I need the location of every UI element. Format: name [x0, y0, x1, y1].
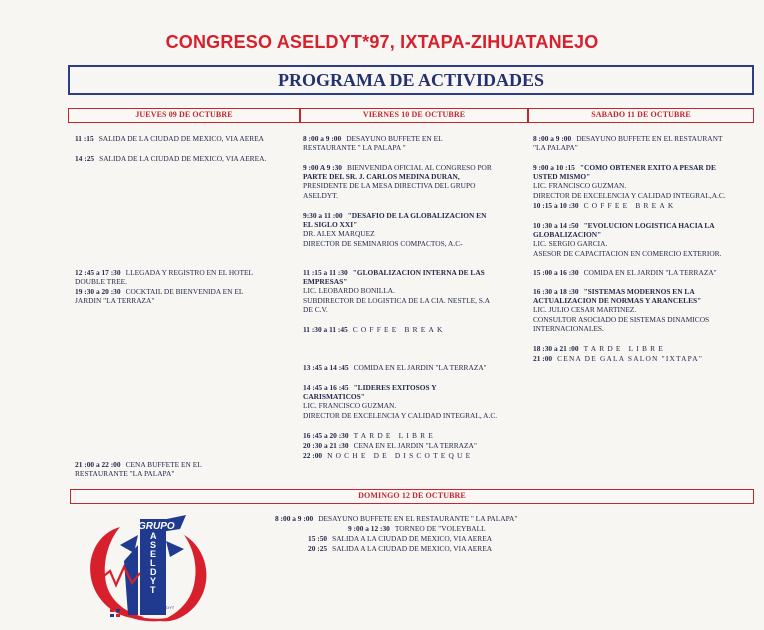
event-time: 8 :00 a 9 :00: [275, 514, 314, 523]
event-time: 11 :15 a 11 :30: [303, 268, 348, 277]
event-line: PARTE DEL SR. J. CARLOS MEDINA DURAN,: [303, 172, 460, 182]
event-item: [303, 325, 446, 334]
event-time: 16 :45 a 20 :30: [303, 431, 349, 440]
event-time: 15 :00 a 16 :30: [533, 268, 579, 277]
event-time: 12 :45 a 17 :30: [75, 268, 121, 277]
event-line: LLEGADA Y REGISTRO EN EL HOTEL: [125, 268, 254, 277]
event-line: SALIDA A LA CIUDAD DE MEXICO, VIA AEREA: [332, 534, 493, 543]
event-time: 22 :00: [303, 451, 323, 460]
event-line: "DESAFIO DE LA GLOBALIZACION EN: [347, 211, 487, 220]
event-line: DESAYUNO BUFFETE EN EL RESTAURANT: [576, 134, 723, 143]
event-item: [303, 211, 486, 248]
event-time: 21 :00 a 22 :00: [75, 460, 121, 469]
event-time: 9:30 a 11 :00: [303, 211, 343, 220]
event-time: 9 :00 A 9 :30: [303, 163, 343, 172]
day-header-sunday: DOMINGO 12 DE OCTUBRE: [70, 489, 754, 504]
event-line: DIRECTOR DE EXCELENCIA Y CALIDAD INTEGRAL, A.C.: [303, 410, 498, 420]
event-time: 18 :30 a 21 :00: [533, 344, 579, 353]
event-line: BIENVENIDA OFICIAL AL CONGRESO POR: [347, 163, 492, 172]
event-line: TARDE LIBRE: [353, 431, 437, 440]
event-item: [75, 134, 264, 143]
event-line: INTERNACIONALES.: [533, 323, 604, 333]
event-line: COFFEE BREAK: [352, 325, 446, 334]
logo-text-top: GRUPO: [138, 521, 175, 532]
event-line: "LA PALAPA": [533, 143, 578, 153]
event-item: [303, 268, 490, 314]
event-line: DIRECTOR DE SEMINARIOS COMPACTOS, A.C-: [303, 238, 463, 248]
event-item: [303, 383, 497, 420]
event-item: [308, 534, 492, 543]
event-line: SUBDIRECTOR DE LOGISTICA DE LA CIA. NESTLE, S.A: [303, 295, 491, 305]
event-line: LIC. SERGIO GARCIA.: [533, 239, 608, 249]
event-item: [533, 201, 676, 210]
event-time: 13 :45 a 14 :45: [303, 363, 349, 372]
event-line: DE C.V.: [303, 304, 328, 314]
event-line: COMIDA EN EL JARDIN "LA TERRAZA": [583, 268, 717, 277]
day-header-saturday: SABADO 11 DE OCTUBRE: [528, 108, 754, 123]
event-item: [75, 268, 253, 286]
event-time: 8 :00 a 9 :00: [533, 134, 572, 143]
event-line: CENA EN EL JARDIN "LA TERRAZA": [353, 441, 477, 450]
day-header-thursday: JUEVES 09 DE OCTUBRE: [68, 108, 300, 123]
event-item: [533, 134, 722, 152]
grupo-aseldyt-logo: [80, 505, 220, 627]
event-line: ASESOR DE CAPACITACION EN COMERCIO EXTERIOR.: [533, 248, 722, 258]
program-title: PROGRAMA DE ACTIVIDADES: [68, 65, 754, 95]
event-line: CENA BUFFETE EN EL: [125, 460, 202, 469]
event-time: 8 :00 a 9 :00: [303, 134, 342, 143]
event-line: SALIDA DE LA CIUDAD DE MEXICO, VIA AEREA: [98, 134, 265, 143]
event-time: 9 :00 a 10 :15: [533, 163, 575, 172]
event-time: 14 :45 a 16 :45: [303, 383, 349, 392]
event-item: [75, 154, 266, 163]
event-time: 14 :25: [75, 154, 95, 163]
event-time: 11 :15: [75, 134, 94, 143]
logo-text-vertical: ASELDYT: [150, 531, 157, 595]
event-item: [533, 221, 721, 258]
event-item: [348, 524, 486, 533]
event-line: EMPRESAS": [303, 277, 348, 287]
event-item: [75, 460, 202, 478]
event-time: 9 :00 a 12 :30: [348, 524, 390, 533]
event-line: LIC. LEOBARDO BONILLA.: [303, 286, 395, 296]
event-line: GLOBALIZACION": [533, 230, 602, 240]
event-line: SALIDA A LA CIUDAD DE MEXICO, VIA AEREA: [332, 544, 493, 553]
logo-text-small: ASELDYT: [156, 605, 175, 610]
event-item: [303, 134, 443, 152]
day-header-friday: VIERNES 10 DE OCTUBRE: [300, 108, 528, 123]
event-line: EL SIGLO XXI": [303, 220, 358, 230]
event-line: "COMO OBTENER EXITO A PESAR DE: [579, 163, 716, 172]
event-time: 19 :30 a 20 :30: [75, 287, 121, 296]
event-line: CONSULTOR ASOCIADO DE SISTEMAS DINAMICOS: [533, 314, 710, 324]
event-line: COCKTAIL DE BIENVENIDA EN EL: [125, 287, 244, 296]
event-time: 10 :15 a 10 :30: [533, 201, 579, 210]
congress-title: CONGRESO ASELDYT*97, IXTAPA-ZIHUATANEJO: [165, 32, 599, 52]
event-time: 15 :50: [308, 534, 328, 543]
event-line: JARDIN "LA TERRAZA": [75, 296, 155, 306]
event-item: [275, 514, 517, 523]
event-line: RESTAURANTE " LA PALAPA ": [303, 143, 406, 153]
event-item: [533, 163, 726, 200]
event-item: [303, 363, 487, 372]
event-item: [533, 354, 703, 363]
event-line: DIRECTOR DE EXCELENCIA Y CALIDAD INTEGRAL,A.C.: [533, 190, 726, 200]
event-line: "GLOBALIZACION INTERNA DE LAS: [352, 268, 485, 277]
event-line: LIC. JULIO CESAR MARTINEZ.: [533, 305, 637, 315]
event-item: [533, 268, 717, 277]
event-line: DESAYUNO BUFFETE EN EL RESTAURANTE " LA PALAPA": [318, 514, 518, 523]
event-item: [533, 344, 666, 353]
event-line: PRESIDENTE DE LA MESA DIRECTIVA DEL GRUPO: [303, 181, 476, 191]
event-line: SALIDA DE LA CIUDAD DE MEXICO, VIA AEREA.: [99, 154, 267, 163]
event-time: 10 :30 a 14 :50: [533, 221, 579, 230]
event-time: 20 :25: [308, 544, 328, 553]
event-line: CENA DE GALA SALON "IXTAPA": [557, 354, 704, 363]
event-item: [303, 431, 436, 440]
event-item: [75, 287, 243, 305]
event-line: ASELDYT.: [303, 190, 338, 200]
event-line: RESTAURANTE "LA PALAPA": [75, 469, 175, 479]
event-line: LIC. FRANCISCO GUZMAN.: [303, 401, 397, 411]
event-line: USTED MISMO": [533, 172, 591, 182]
event-time: 20 :30 a 21 :30: [303, 441, 349, 450]
event-line: TORNEO DE "VOLEYBALL: [394, 524, 486, 533]
event-line: "LIDERES EXITOSOS Y: [353, 383, 437, 392]
event-item: [533, 287, 709, 333]
event-line: TARDE LIBRE: [583, 344, 667, 353]
event-line: "EVOLUCION LOGISTICA HACIA LA: [583, 221, 715, 230]
event-line: DOUBLE TREE.: [75, 277, 128, 287]
event-item: [303, 441, 477, 450]
event-line: COMIDA EN EL JARDIN "LA TERRAZA": [353, 363, 487, 372]
event-line: DR. ALEX MARQUEZ: [303, 229, 375, 239]
event-time: 16 :30 a 18 :30: [533, 287, 579, 296]
event-time: 11 :30 a 11 :45: [303, 325, 348, 334]
event-item: [303, 451, 473, 460]
event-line: NOCHE DE DISCOTEQUE: [327, 451, 474, 460]
event-line: ACTUALIZACION DE NORMAS Y ARANCELES": [533, 296, 702, 306]
event-line: "SISTEMAS MODERNOS EN LA: [583, 287, 695, 296]
event-item: [308, 544, 492, 553]
event-line: LIC. FRANCISCO GUZMAN.: [533, 181, 627, 191]
event-line: COFFEE BREAK: [583, 201, 677, 210]
event-item: [303, 163, 492, 200]
event-line: CARISMATICOS": [303, 392, 365, 402]
event-line: DESAYUNO BUFFETE EN EL: [346, 134, 443, 143]
event-time: 21 :00: [533, 354, 553, 363]
